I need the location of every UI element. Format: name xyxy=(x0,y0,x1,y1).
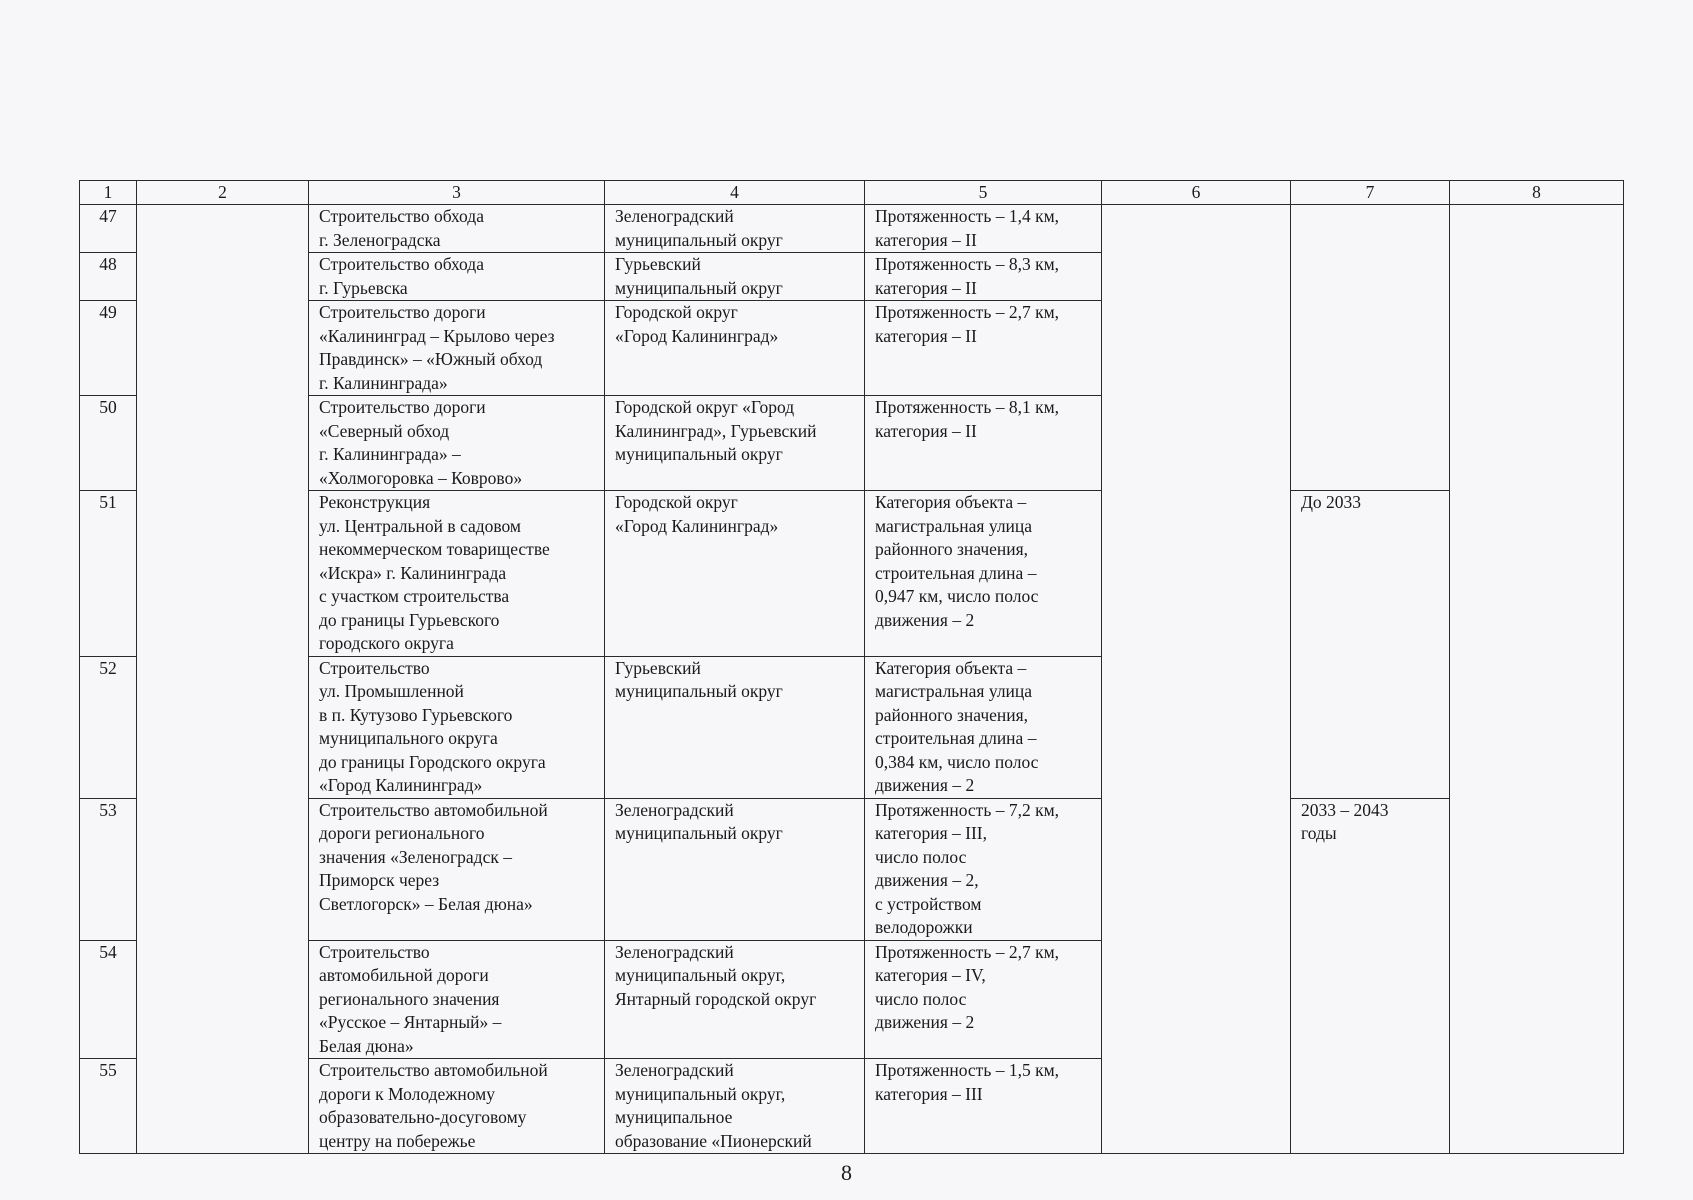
row-number: 55 xyxy=(80,1059,137,1154)
objects-table xyxy=(79,180,1624,1154)
object-location: Зеленоградский муниципальный округ, муниципальное образование «Пионерский xyxy=(605,1059,865,1154)
column-number-4: 4 xyxy=(605,181,865,205)
object-name: Строительство автомобильной дороги регионального значения «Русское – Янтарный» – Белая дюна» xyxy=(309,940,605,1059)
object-location: Зеленоградский муниципальный округ, Янтарный городской округ xyxy=(605,940,865,1059)
deadline-before-2033: До 2033 xyxy=(1291,491,1450,799)
deadline-2033-2043: 2033 – 2043 годы xyxy=(1291,798,1450,1154)
page-number: 8 xyxy=(841,1160,852,1185)
object-name: Реконструкция ул. Центральной в садовом некоммерческом товариществе «Искра» г. Калининграда с участком строительства до границы Гурьевского городского округа xyxy=(309,491,605,657)
table-row xyxy=(80,205,1624,253)
object-name: Строительство дороги «Калининград – Крылово через Правдинск» – «Южный обход г. Калининграда» xyxy=(309,301,605,396)
row-number: 50 xyxy=(80,396,137,491)
object-parameters: Протяженность – 8,1 км, категория – II xyxy=(865,396,1102,491)
object-parameters: Категория объекта – магистральная улица районного значения, строительная длина – 0,947 км, число полос движения – 2 xyxy=(865,491,1102,657)
deadline-cell-empty xyxy=(1291,205,1450,491)
object-parameters: Протяженность – 1,5 км, категория – III xyxy=(865,1059,1102,1154)
object-location: Городской округ «Город Калининград» xyxy=(605,491,865,657)
object-location: Гурьевский муниципальный округ xyxy=(605,656,865,798)
column-number-1: 1 xyxy=(80,181,137,205)
row-number: 53 xyxy=(80,798,137,940)
column-number-2: 2 xyxy=(137,181,309,205)
object-name: Строительство автомобильной дороги регионального значения «Зеленоградск – Приморск через Светлогорск» – Белая дюна» xyxy=(309,798,605,940)
row-number: 54 xyxy=(80,940,137,1059)
object-name: Строительство автомобильной дороги к Молодежному образовательно-досуговому центру на побережье xyxy=(309,1059,605,1154)
object-location: Гурьевский муниципальный округ xyxy=(605,253,865,301)
object-parameters: Протяженность – 2,7 км, категория – II xyxy=(865,301,1102,396)
column-number-8: 8 xyxy=(1450,181,1624,205)
row-number: 49 xyxy=(80,301,137,396)
column-2-merged-cell xyxy=(137,205,309,1154)
object-name: Строительство обхода г. Гурьевска xyxy=(309,253,605,301)
column-number-3: 3 xyxy=(309,181,605,205)
column-number-7: 7 xyxy=(1291,181,1450,205)
row-number: 48 xyxy=(80,253,137,301)
object-parameters: Протяженность – 8,3 км, категория – II xyxy=(865,253,1102,301)
object-name: Строительство ул. Промышленной в п. Кутузово Гурьевского муниципального округа до границы Городского округа «Город Калининград» xyxy=(309,656,605,798)
object-parameters: Протяженность – 7,2 км, категория – III, число полос движения – 2, с устройством велодорожки xyxy=(865,798,1102,940)
table-row xyxy=(80,798,1624,940)
row-number: 47 xyxy=(80,205,137,253)
row-number: 52 xyxy=(80,656,137,798)
object-location: Зеленоградский муниципальный округ xyxy=(605,205,865,253)
table-header-row xyxy=(80,181,1624,205)
column-number-6: 6 xyxy=(1102,181,1291,205)
table-row xyxy=(80,491,1624,657)
object-location: Городской округ «Город Калининград», Гурьевский муниципальный округ xyxy=(605,396,865,491)
object-name: Строительство дороги «Северный обход г. Калининграда» – «Холмогоровка – Коврово» xyxy=(309,396,605,491)
object-parameters: Категория объекта – магистральная улица районного значения, строительная длина – 0,384 км, число полос движения – 2 xyxy=(865,656,1102,798)
row-number: 51 xyxy=(80,491,137,657)
object-parameters: Протяженность – 2,7 км, категория – IV, число полос движения – 2 xyxy=(865,940,1102,1059)
object-parameters: Протяженность – 1,4 км, категория – II xyxy=(865,205,1102,253)
object-location: Зеленоградский муниципальный округ xyxy=(605,798,865,940)
object-name: Строительство обхода г. Зеленоградска xyxy=(309,205,605,253)
column-8-merged-cell xyxy=(1450,205,1624,1154)
column-number-5: 5 xyxy=(865,181,1102,205)
object-location: Городской округ «Город Калининград» xyxy=(605,301,865,396)
column-6-merged-cell xyxy=(1102,205,1291,1154)
